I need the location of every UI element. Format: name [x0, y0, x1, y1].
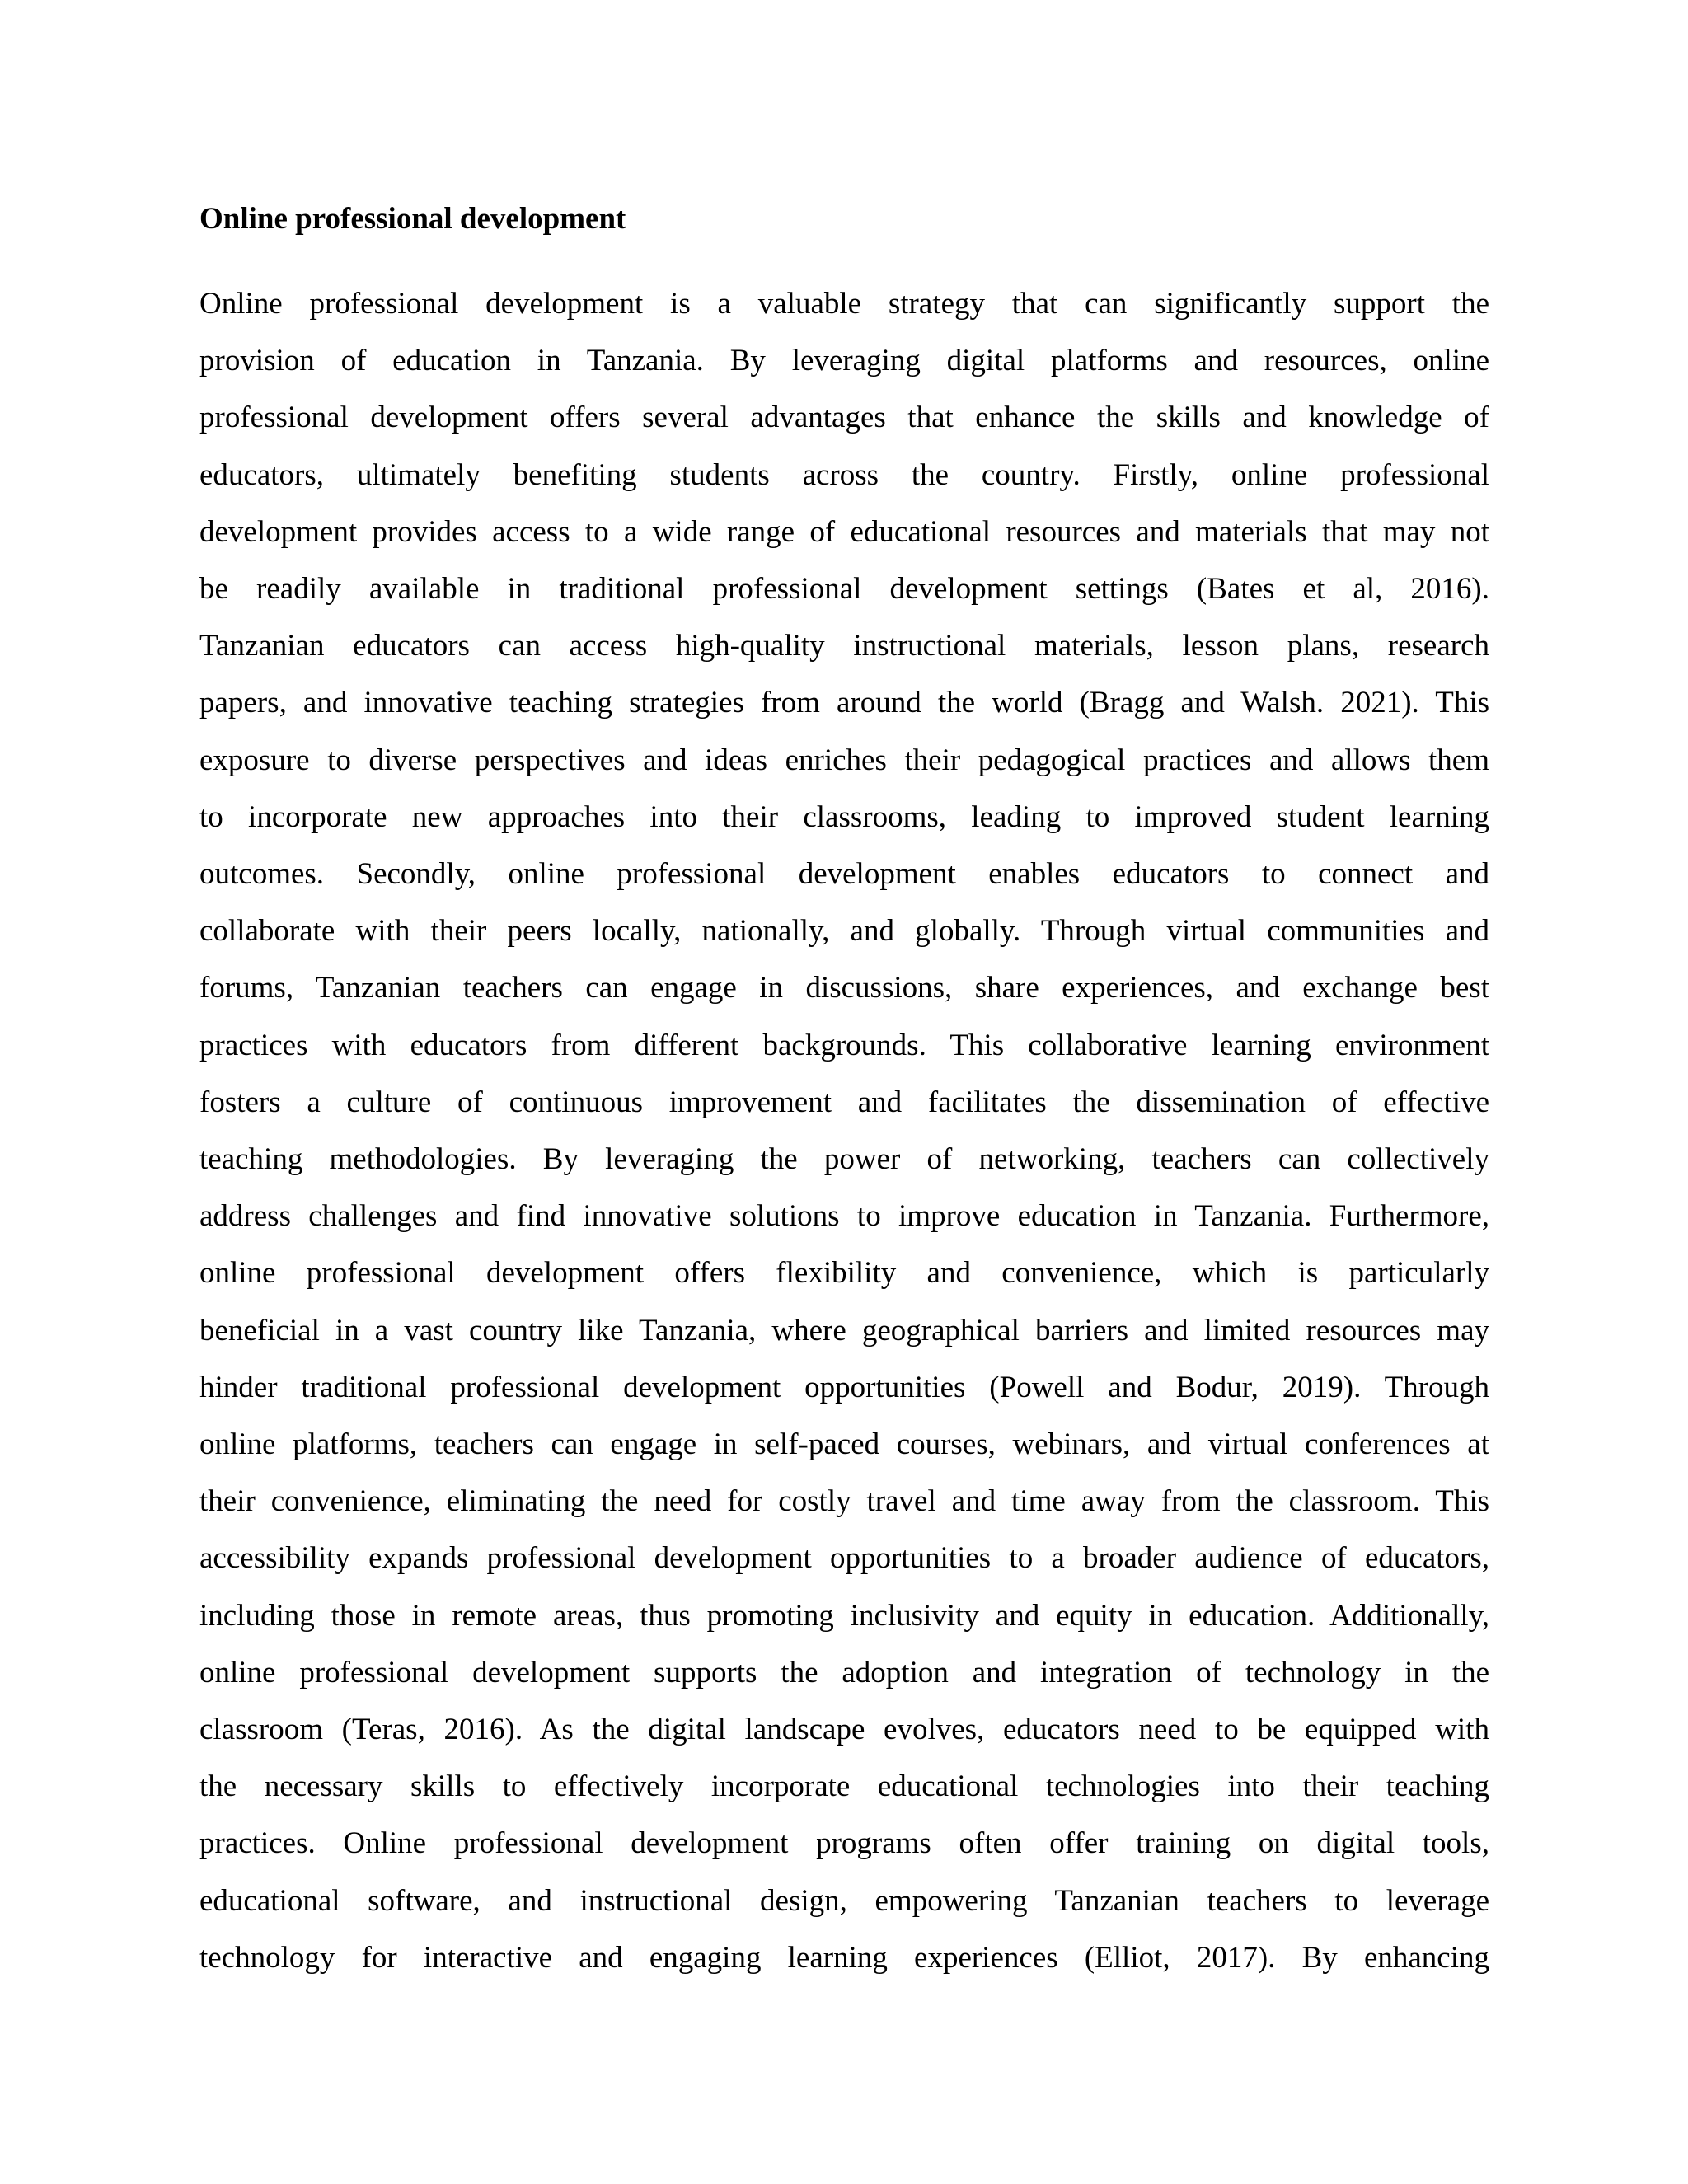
- paragraph-line: online platforms, teachers can engage in self-paced courses, webinars, and virtual conferences at: [199, 1427, 1489, 1462]
- paragraph-line: provision of education in Tanzania. By leveraging digital platforms and resources, online: [199, 344, 1489, 378]
- paragraph-line: their convenience, eliminating the need for costly travel and time away from the classroom. This: [199, 1484, 1489, 1519]
- paragraph-line: professional development offers several advantages that enhance the skills and knowledge of: [199, 401, 1489, 435]
- section-heading: Online professional development: [199, 202, 626, 236]
- paragraph-line: Tanzanian educators can access high-quality instructional materials, lesson plans, research: [199, 629, 1489, 663]
- paragraph-line: practices. Online professional development programs often offer training on digital tools,: [199, 1826, 1489, 1861]
- paragraph-line: online professional development supports the adoption and integration of technology in the: [199, 1655, 1489, 1690]
- paragraph-line: practices with educators from different backgrounds. This collaborative learning environment: [199, 1028, 1489, 1062]
- body-paragraph: [199, 275, 1489, 1986]
- paragraph-line: beneficial in a vast country like Tanzania, where geographical barriers and limited resources may: [199, 1313, 1489, 1347]
- paragraph-line: papers, and innovative teaching strategies from around the world (Bragg and Walsh. 2021). This: [199, 686, 1489, 720]
- paragraph-line: educational software, and instructional design, empowering Tanzanian teachers to leverage: [199, 1883, 1489, 1918]
- paragraph-line: hinder traditional professional development opportunities (Powell and Bodur, 2019). Through: [199, 1370, 1489, 1404]
- paragraph-line: teaching methodologies. By leveraging the power of networking, teachers can collectively: [199, 1142, 1489, 1177]
- paragraph-line: fosters a culture of continuous improvement and facilitates the dissemination of effective: [199, 1085, 1489, 1119]
- paragraph-line: be readily available in traditional professional development settings (Bates et al, 2016).: [199, 572, 1489, 607]
- paragraph-line: forums, Tanzanian teachers can engage in discussions, share experiences, and exchange best: [199, 971, 1489, 1005]
- paragraph-line: address challenges and find innovative solutions to improve education in Tanzania. Furthermore,: [199, 1199, 1489, 1234]
- paragraph-line: collaborate with their peers locally, nationally, and globally. Through virtual communities and: [199, 914, 1489, 949]
- paragraph-line: including those in remote areas, thus promoting inclusivity and equity in education. Additionally,: [199, 1598, 1489, 1633]
- paragraph-line: development provides access to a wide range of educational resources and materials that may not: [199, 514, 1489, 549]
- paragraph-line: classroom (Teras, 2016). As the digital landscape evolves, educators need to be equipped with: [199, 1713, 1489, 1747]
- paragraph-line: educators, ultimately benefiting students across the country. Firstly, online professional: [199, 457, 1489, 492]
- paragraph-line: online professional development offers flexibility and convenience, which is particularly: [199, 1256, 1489, 1291]
- paragraph-line: to incorporate new approaches into their classrooms, leading to improved student learning: [199, 799, 1489, 834]
- paragraph-line: accessibility expands professional development opportunities to a broader audience of educators,: [199, 1541, 1489, 1576]
- document-content: [199, 196, 1489, 1986]
- paragraph-line: exposure to diverse perspectives and ideas enriches their pedagogical practices and allows them: [199, 743, 1489, 777]
- paragraph-line: the necessary skills to effectively incorporate educational technologies into their teaching: [199, 1769, 1489, 1804]
- paragraph-line: technology for interactive and engaging learning experiences (Elliot, 2017). By enhancing: [199, 1940, 1489, 1975]
- paragraph-line: Online professional development is a valuable strategy that can significantly support the: [199, 287, 1489, 321]
- paragraph-line: outcomes. Secondly, online professional development enables educators to connect and: [199, 857, 1489, 892]
